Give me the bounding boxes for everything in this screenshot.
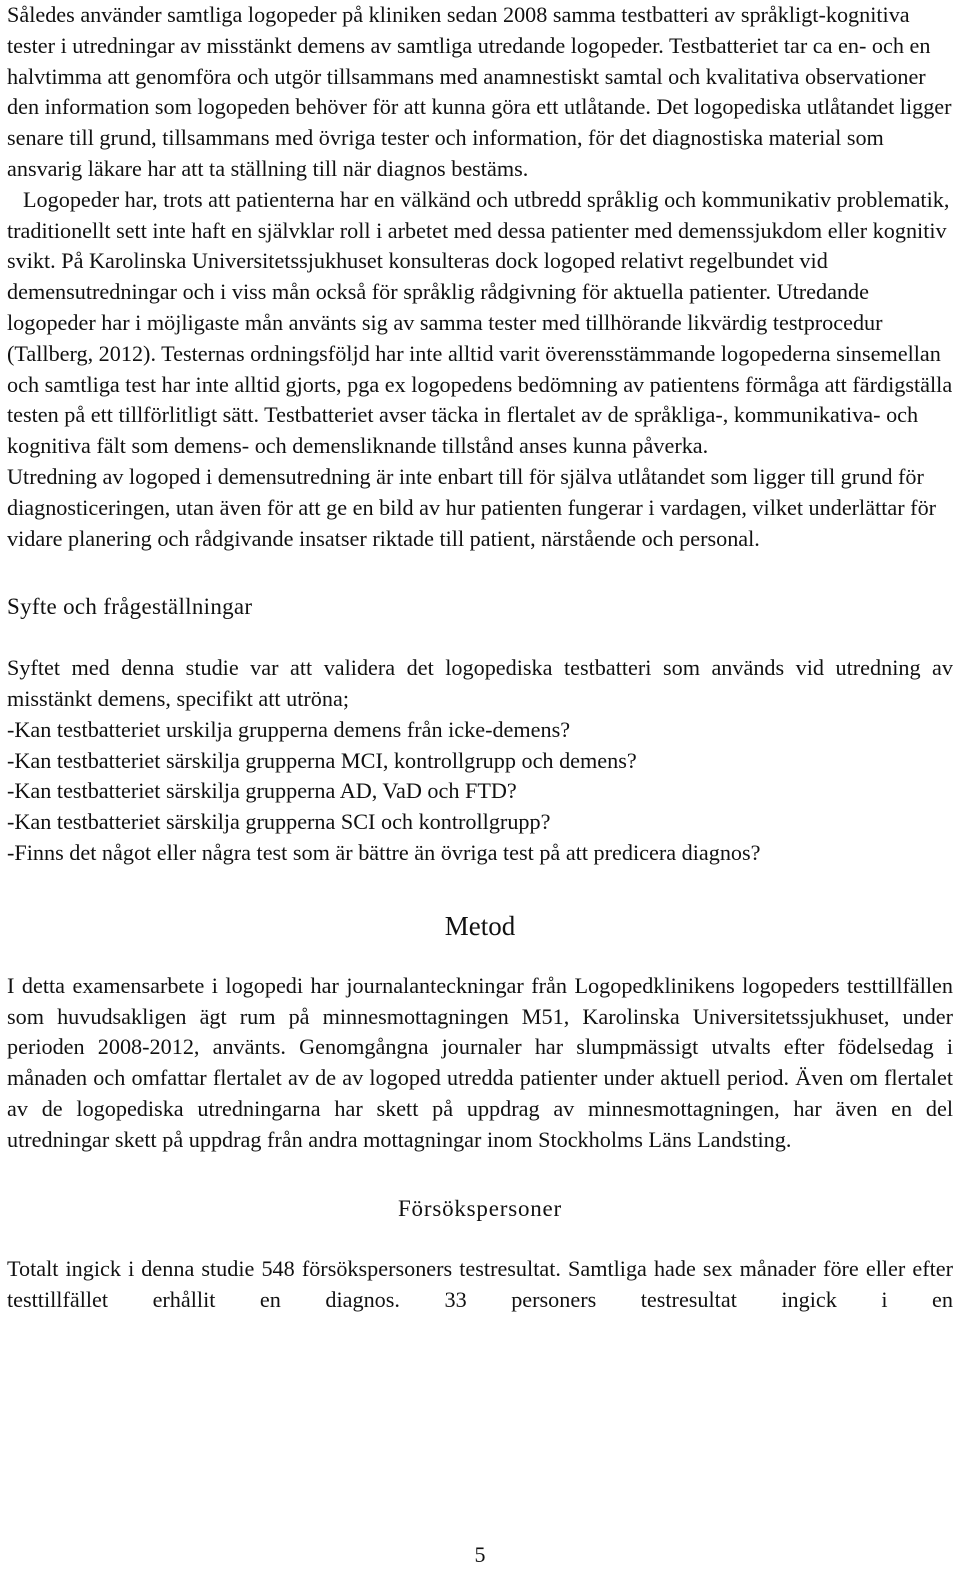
page-number: 5	[474, 1542, 486, 1567]
document-page	[7, 0, 953, 1316]
question-item: -Kan testbatteriet särskilja grupperna SCI och kontrollgrupp?	[7, 809, 551, 835]
question-item: -Kan testbatteriet särskilja grupperna AD, VaD och FTD?	[7, 778, 517, 804]
syfte-intro: Syftet med denna studie var att validera det logopediska testbatteri som används vid utredning av misstänkt demens, specifikt att utröna;	[7, 655, 953, 711]
heading-metod: Metod	[444, 910, 516, 941]
question-item: -Finns det något eller några test som är bättre än övriga test på att predicera diagnos?	[7, 839, 761, 865]
syfte-section	[7, 653, 953, 869]
paragraph-logopeder-roll: Logopeder har, trots att patienterna har en välkänd och utbredd språklig och kommunikativ problematik, traditionellt sett inte haft en självklar roll i arbetet med dessa patienter med demenssjukdom eller kognitiv svikt. På Karolinska Universitetssjukhuset konsulteras dock logoped relativt regelbundet vid demensutredningar och i viss mån också för språklig rådgivning för aktuella patienter. Utredande logopeder har i möjligaste mån använts sig av samma tester med tillhörande likvärdig testprocedur (Tallberg, 2012). Testernas ordningsföljd har inte alltid varit överensstämmande logopederna sinsemellan och samtliga test har inte alltid gjorts, pga ex logopedens bedömning av patientens förmåga att färdigställa testen på ett tillförlitligt sätt. Testbatteriet avser täcka in flertalet av de språkliga-, kommunikativa- och kognitiva fält som demens- och demensliknande tillstånd anses kunna påverka.	[7, 186, 953, 459]
metod-paragraph: I detta examensarbete i logopedi har journalanteckningar från Logopedklinikens logopeders testtillfällen som huvudsakligen ägt rum på minnesmottagningen M51, Karolinska Universitetssjukhuset, under perioden 2008-2012, använts. Genomgångna journaler har slumpmässigt utvalts efter födelsedag i månaden och omfattar flertalet av de av logoped utredda patienter under aktuell period. Även om flertalet av de logopediska utredningarna har skett på uppdrag av minnesmottagningen, har även en del utredningar skett på uppdrag från andra mottagningar inom Stockholms Läns Landsting.	[7, 972, 953, 1152]
paragraph-intro: Således använder samtliga logopeder på kliniken sedan 2008 samma testbatteri av språkligt-kognitiva tester i utredningar av misstänkt demens av samtliga utredande logopeder. Testbatteriet tar ca en- och en halvtimma att genomföra och utgör tillsammans med anamnestiskt samtal och kvalitativa observationer den information som logopeden behöver för att kunna göra ett utlåtande. Det logopediska utlåtandet ligger senare till grund, tillsammans med övriga tester och information, för det diagnostiska material som ansvarig läkare har att ta ställning till när diagnos bestäms.	[7, 2, 952, 181]
question-item: -Kan testbatteriet särskilja grupperna MCI, kontrollgrupp och demens?	[7, 747, 637, 773]
heading-forsokspersoner: Försökspersoner	[397, 1195, 563, 1221]
heading-syfte: Syfte och frågeställningar	[7, 594, 253, 620]
question-item: -Kan testbatteriet urskilja grupperna demens från icke-demens?	[7, 716, 571, 742]
forsokspersoner-paragraph: Totalt ingick i denna studie 548 försökspersoners testresultat. Samtliga hade sex månader före eller efter testtillfället erhållit en diagnos. 33 personers testresultat ingick i en	[7, 1256, 953, 1313]
paragraph-utredning: Utredning av logoped i demensutredning är inte enbart till för själva utlåtandet som ligger till grund för diagnosticeringen, utan även för att ge en bild av hur patienten fungerar i vardagen, vilket underlättar för vidare planering och rådgivande insatser riktade till patient, närstående och personal.	[7, 463, 937, 551]
